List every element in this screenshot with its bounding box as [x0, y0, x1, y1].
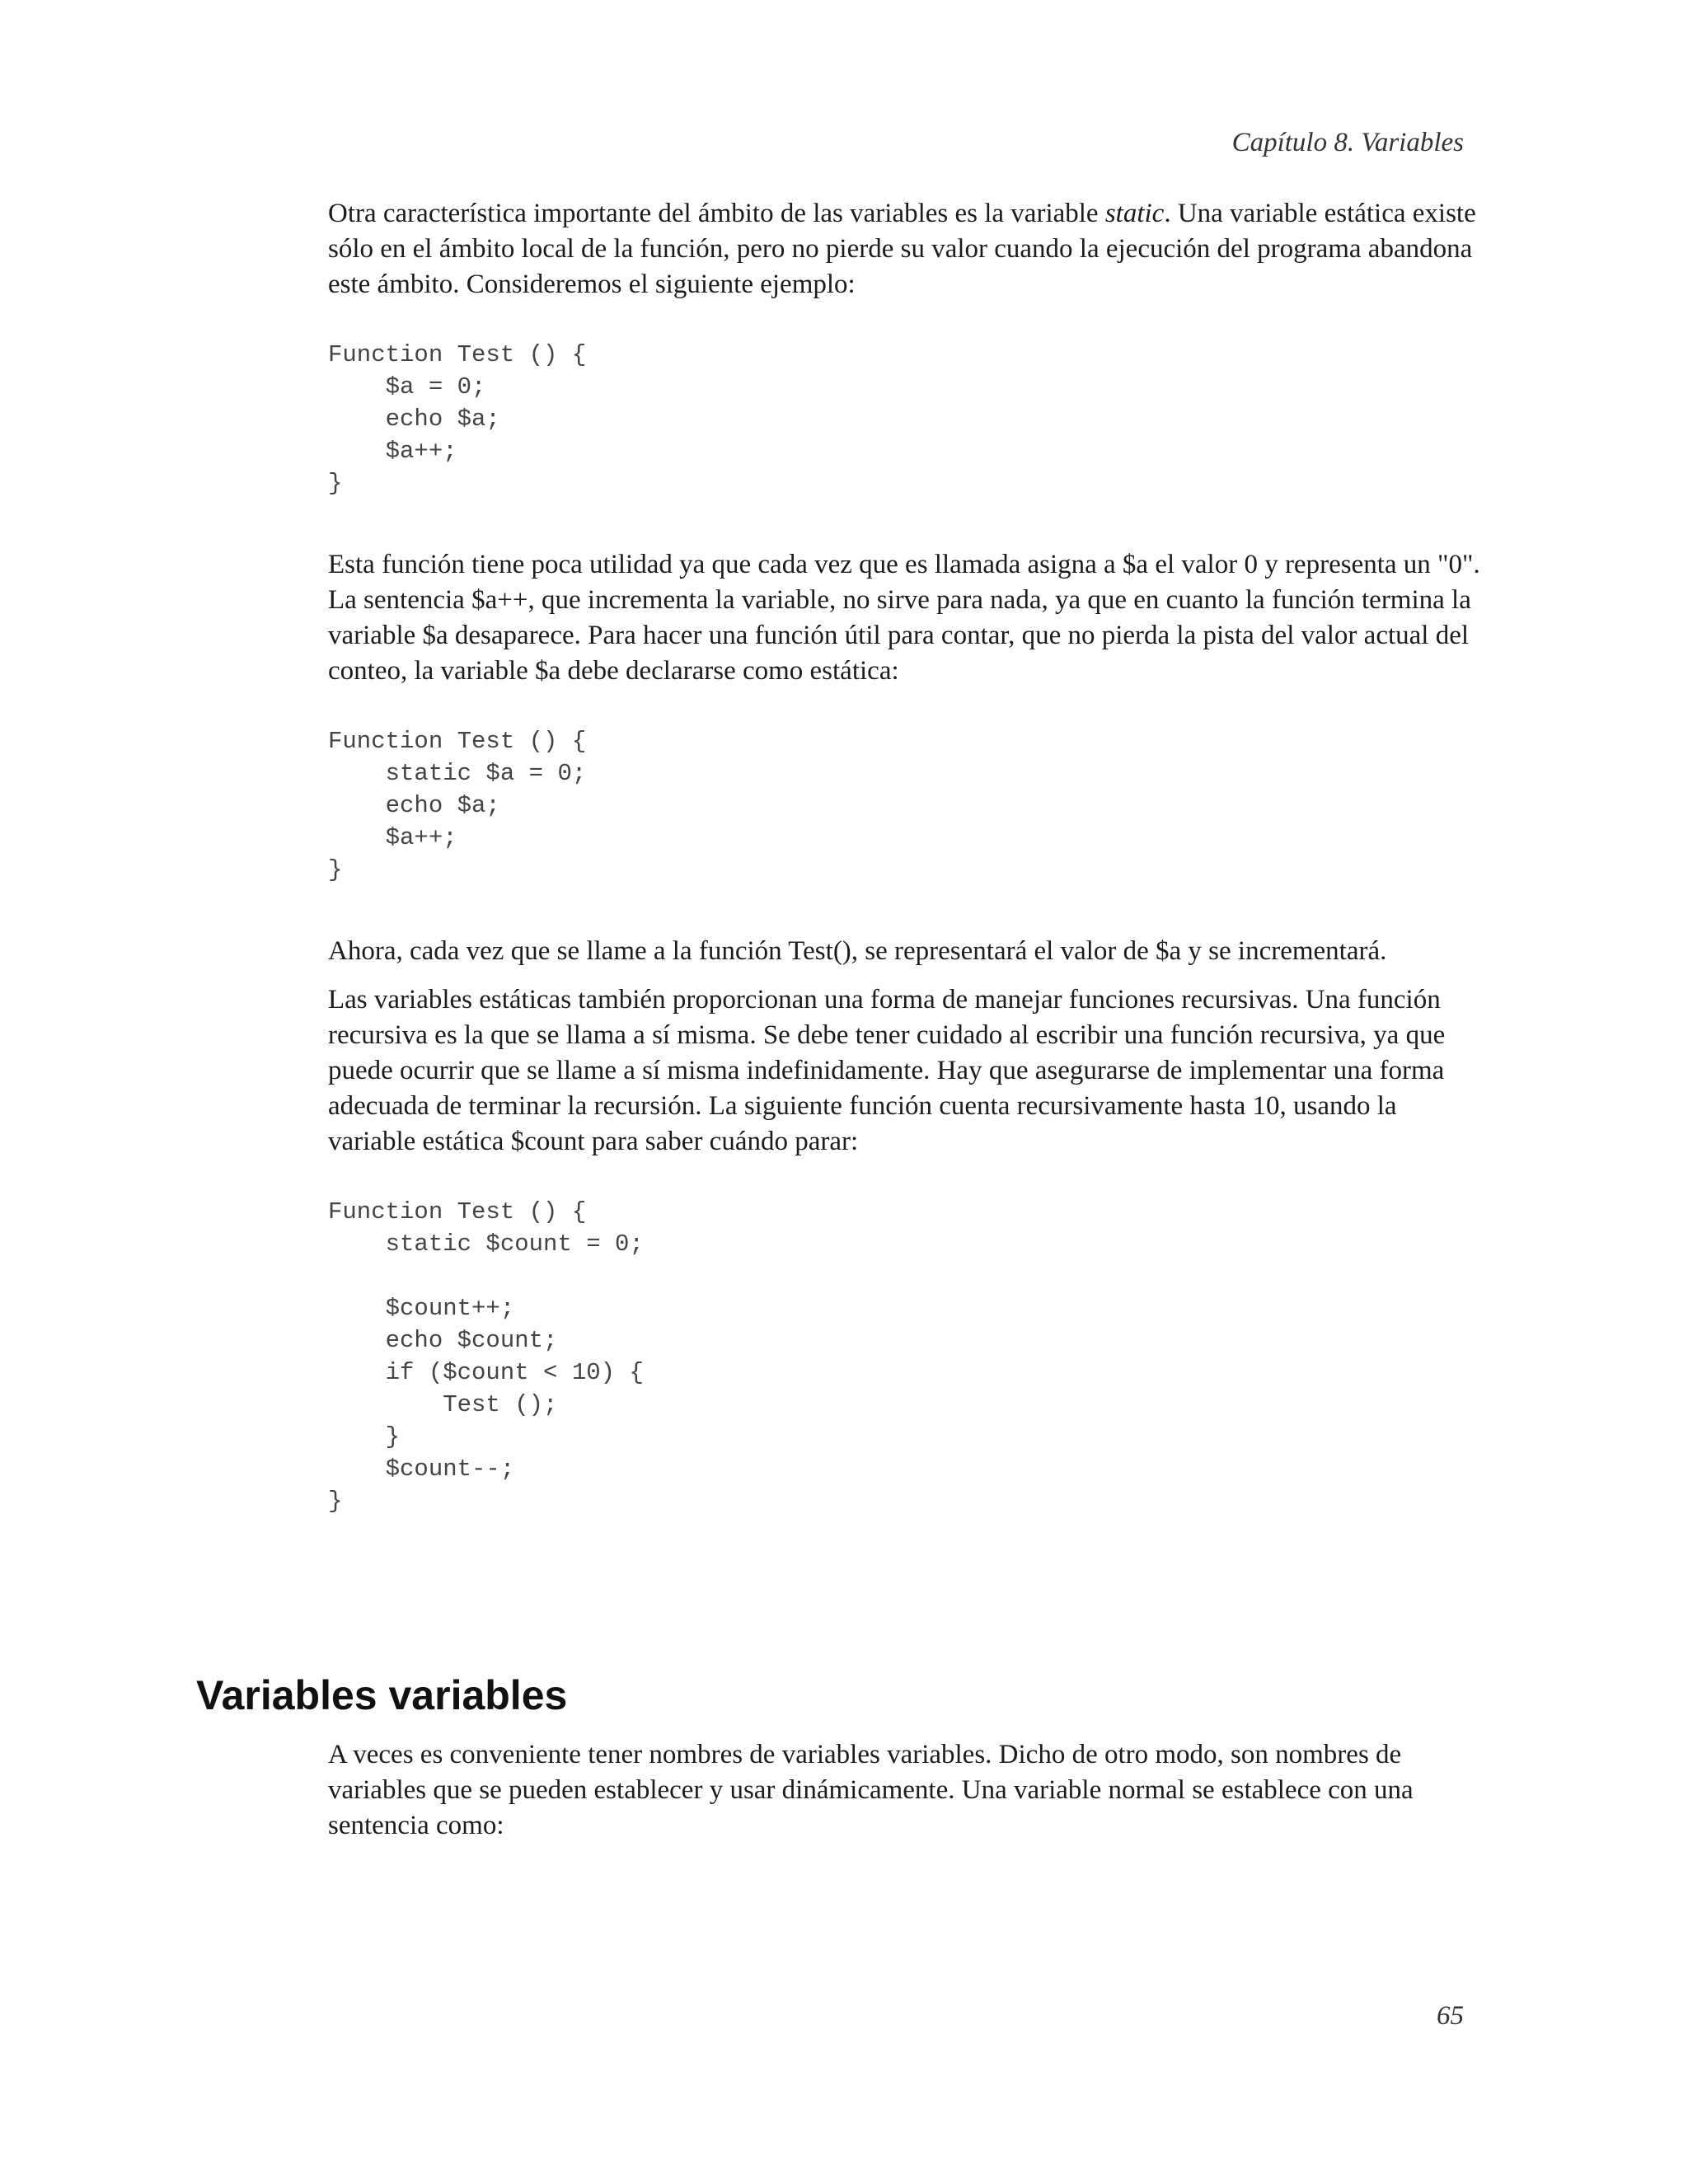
paragraph-recursion: Las variables estáticas también proporcionan una forma de manejar funciones recursivas. Una función recursiva es la que se llama a sí misma. Se debe tener cuidado al escribir una función recursiva, ya que puede ocurrir que se llame a sí misma indefinidamente. Hay que asegurarse de implementar una forma adecuada de terminar la recursión. La siguiente función cuenta recursivamente hasta 10, usando la variable estática $count para saber cuándo parar: [328, 985, 1446, 1156]
paragraph-variable-variables: A veces es conveniente tener nombres de variables variables. Dicho de otro modo, son nombres de variables que se pueden establecer y usar dinámicamente. Una variable normal se establece con una sentencia como: [328, 1740, 1414, 1840]
paragraph-text: . Una variable estática existe sólo en el ámbito local de la función, pero no pierde su valor cuando la ejecución del programa abandona este ámbito. Consideremos el siguiente ejemplo: [328, 199, 1476, 299]
main-content [328, 196, 1482, 1517]
paragraph-explanation: Esta función tiene poca utilidad ya que cada vez que es llamada asigna a $a el valor 0 y representa un "0". La sentencia $a++, que incrementa la variable, no sirve para nada, ya que en cuanto la función termina la variable $a desaparece. Para hacer una función útil para contar, que no pierda la pista del valor actual del conteo, la variable $a debe declararse como estática: [328, 550, 1480, 686]
running-header: Capítulo 8. Variables [1231, 128, 1464, 157]
section-heading: Variables variables [196, 1672, 568, 1718]
code-block-recursive-function: Function Test () { static $count = 0; $count++; echo $count; if ($count < 10) { Test (); } $count--; } [328, 1198, 644, 1515]
paragraph-text: Otra característica importante del ámbito de las variables es la variable [328, 199, 1105, 228]
code-block-test-function: Function Test () { $a = 0; echo $a; $a++; } [328, 341, 587, 497]
emphasis-static: static [1104, 199, 1165, 228]
paragraph-static-intro [328, 196, 1482, 302]
page-number: 65 [1437, 2001, 1464, 2031]
section-content [328, 1737, 1482, 1844]
paragraph-result: Ahora, cada vez que se llame a la función Test(), se representará el valor de $a y se incrementará. [328, 936, 1387, 966]
code-block-static-function: Function Test () { static $a = 0; echo $a; $a++; } [328, 728, 587, 883]
